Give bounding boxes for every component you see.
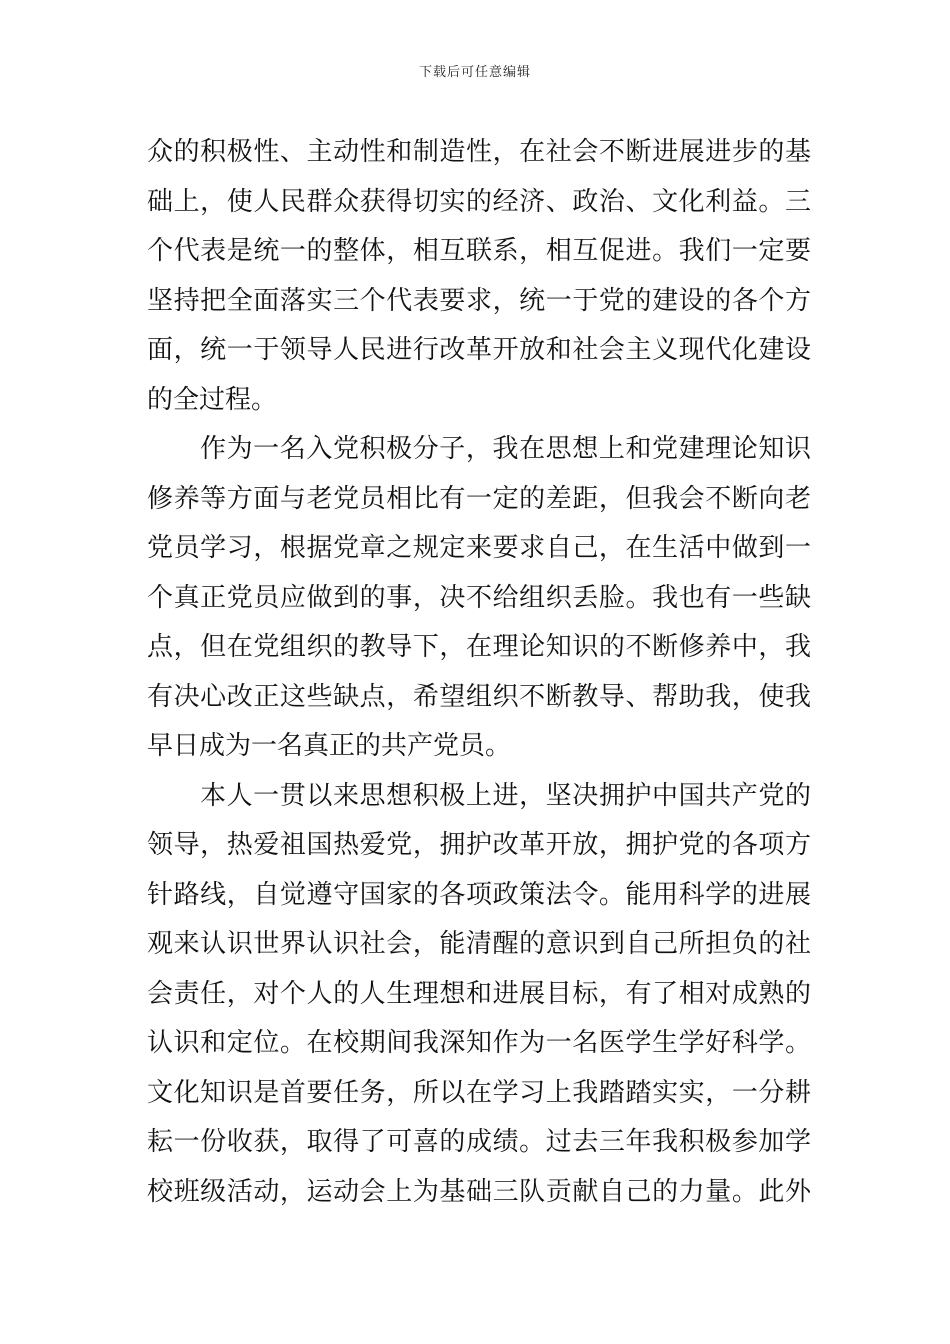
paragraph-first-line: 作为一名入党积极分子，我在思想上和党建理论知识 bbox=[200, 434, 811, 464]
text-line: 早日成为一名真正的共产党员。 bbox=[147, 731, 512, 761]
document-body bbox=[147, 128, 811, 1217]
text-line: 修养等方面与老党员相比有一定的差距，但我会不断向老 bbox=[147, 483, 811, 514]
text-line: 有决心改正这些缺点，希望组织不断教导、帮助我，使我 bbox=[147, 681, 811, 712]
text-line: 众的积极性、主动性和制造性，在社会不断进展进步的基 bbox=[147, 137, 811, 167]
text-line: 耘一份收获，取得了可喜的成绩。过去三年我积极参加学 bbox=[147, 1127, 811, 1157]
text-line: 点，但在党组织的教导下，在理论知识的不断修养中，我 bbox=[147, 632, 811, 662]
text-line: 领导，热爱祖国热爱党，拥护改革开放，拥护党的各项方 bbox=[147, 830, 811, 860]
text-line: 的全过程。 bbox=[147, 384, 278, 415]
paragraph-first-line: 本人一贯以来思想积极上进，坚决拥护中国共产党的 bbox=[200, 780, 811, 811]
text-line: 校班级活动，运动会上为基础三队贡献自己的力量。此外 bbox=[147, 1176, 811, 1207]
text-line: 针路线，自觉遵守国家的各项政策法令。能用科学的进展 bbox=[147, 879, 811, 910]
text-line: 坚持把全面落实三个代表要求，统一于党的建设的各个方 bbox=[147, 285, 811, 316]
text-line: 认识和定位。在校期间我深知作为一名医学生学好科学。 bbox=[147, 1028, 811, 1058]
text-line: 观来认识世界认识社会，能清醒的意识到自己所担负的社 bbox=[147, 929, 811, 959]
page-header: 下载后可任意编辑 bbox=[418, 65, 531, 80]
text-line: 文化知识是首要任务，所以在学习上我踏踏实实，一分耕 bbox=[147, 1077, 811, 1108]
text-line: 会责任，对个人的人生理想和进展目标，有了相对成熟的 bbox=[147, 978, 811, 1009]
text-line: 面，统一于领导人民进行改革开放和社会主义现代化建设 bbox=[147, 335, 811, 365]
text-line: 础上，使人民群众获得切实的经济、政治、文化利益。三 bbox=[147, 186, 811, 217]
text-line: 党员学习，根据党章之规定来要求自己，在生活中做到一 bbox=[147, 533, 811, 563]
text-line: 个真正党员应做到的事，决不给组织丢脸。我也有一些缺 bbox=[147, 582, 811, 613]
text-line: 个代表是统一的整体，相互联系，相互促进。我们一定要 bbox=[147, 236, 811, 266]
